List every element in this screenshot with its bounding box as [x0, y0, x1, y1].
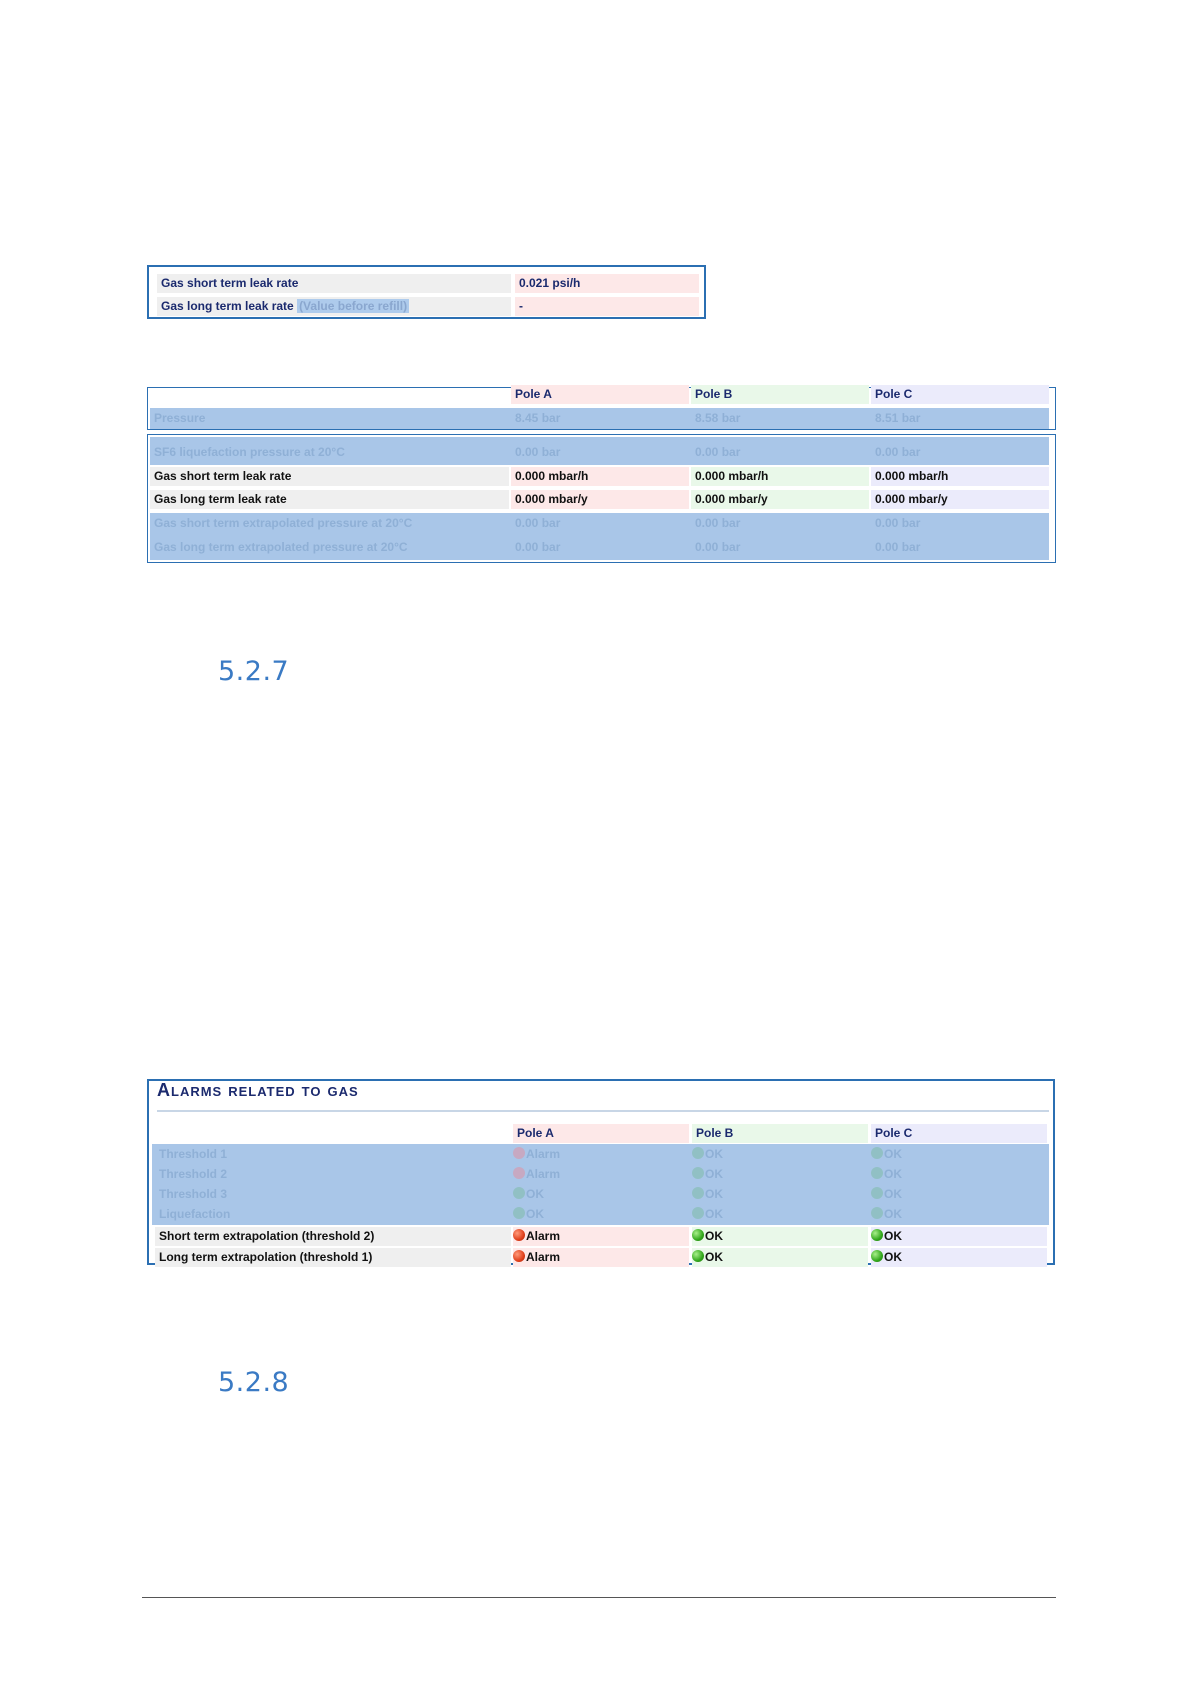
- status-dot-icon: [513, 1167, 525, 1179]
- cell-pole-a: 0.000 mbar/y: [511, 490, 689, 509]
- status-dot-icon: [692, 1207, 704, 1219]
- status-dot-icon: [513, 1207, 525, 1219]
- row-label: Long term extrapolation (threshold 1): [155, 1248, 511, 1267]
- cell-pole-a: 0.000 mbar/h: [511, 467, 689, 486]
- ok-dot-icon: [692, 1250, 704, 1262]
- value-before-refill-note: (Value before refill): [299, 299, 408, 313]
- cell-pole-c: 0.00 bar: [875, 516, 921, 530]
- status-dot-icon: [692, 1147, 704, 1159]
- cell-pole-a: 0.00 bar: [515, 540, 561, 554]
- cell-pole-c: OK: [871, 1165, 1047, 1184]
- cell-pole-c: OK: [871, 1248, 1047, 1267]
- section-number: 5.2.7: [218, 656, 290, 687]
- row-label: Liquefaction: [159, 1207, 231, 1221]
- cell-pole-c: 0.00 bar: [875, 445, 921, 459]
- cell-pole-b: 0.00 bar: [695, 516, 741, 530]
- cell-pole-c: 0.00 bar: [875, 540, 921, 554]
- cell-pole-c: OK: [871, 1227, 1047, 1246]
- cell-pole-a: Alarm: [513, 1248, 689, 1267]
- alarms-panel-title: Alarms related to gas: [157, 1080, 359, 1100]
- row-label: Gas long term leak rate: [150, 490, 509, 509]
- row-label: Gas short term extrapolated pressure at 20°C: [154, 516, 413, 530]
- row-label: Pressure: [154, 411, 206, 425]
- status-dot-icon: [513, 1187, 525, 1199]
- cell-pole-b: OK: [692, 1248, 868, 1267]
- cell-pole-b: 8.58 bar: [695, 411, 741, 425]
- cell-pole-c: OK: [871, 1145, 1047, 1164]
- row-value: -: [515, 297, 699, 316]
- cell-pole-b: OK: [692, 1165, 868, 1184]
- header-pole-b: Pole B: [691, 385, 869, 404]
- status-dot-icon: [871, 1147, 883, 1159]
- cell-pole-a: 8.45 bar: [515, 411, 561, 425]
- footer-divider: [142, 1597, 1056, 1598]
- row-label: Gas long term extrapolated pressure at 20°C: [154, 540, 408, 554]
- alarm-dot-icon: [513, 1250, 525, 1262]
- cell-pole-a: Alarm: [513, 1165, 689, 1184]
- status-dot-icon: [692, 1187, 704, 1199]
- ok-dot-icon: [871, 1229, 883, 1241]
- header-pole-c: Pole C: [871, 385, 1049, 404]
- header-pole-c: Pole C: [871, 1124, 1047, 1143]
- row-label: Threshold 1: [159, 1147, 228, 1161]
- row-label: Short term extrapolation (threshold 2): [155, 1227, 511, 1246]
- cell-pole-c: 8.51 bar: [875, 411, 921, 425]
- cell-pole-c: 0.000 mbar/h: [871, 467, 1049, 486]
- row-label: SF6 liquefaction pressure at 20°C: [154, 445, 345, 459]
- status-dot-icon: [871, 1187, 883, 1199]
- status-dot-icon: [692, 1167, 704, 1179]
- status-dot-icon: [513, 1147, 525, 1159]
- cell-pole-b: 0.00 bar: [695, 540, 741, 554]
- cell-pole-b: OK: [692, 1145, 868, 1164]
- title-divider: [157, 1110, 1049, 1112]
- header-pole-a: Pole A: [511, 385, 689, 404]
- status-dot-icon: [871, 1167, 883, 1179]
- cell-pole-a: 0.00 bar: [515, 445, 561, 459]
- row-label: Gas short term leak rate: [150, 467, 509, 486]
- cell-pole-b: 0.000 mbar/h: [691, 467, 869, 486]
- ok-dot-icon: [871, 1250, 883, 1262]
- cell-pole-b: 0.00 bar: [695, 445, 741, 459]
- header-pole-b: Pole B: [692, 1124, 868, 1143]
- alarm-dot-icon: [513, 1229, 525, 1241]
- cell-pole-a: Alarm: [513, 1145, 689, 1164]
- row-label: Threshold 3: [159, 1187, 228, 1201]
- cell-pole-b: 0.000 mbar/y: [691, 490, 869, 509]
- cell-pole-c: 0.000 mbar/y: [871, 490, 1049, 509]
- cell-pole-a: OK: [513, 1205, 689, 1224]
- cell-pole-a: OK: [513, 1185, 689, 1204]
- cell-pole-a: Alarm: [513, 1227, 689, 1246]
- row-label: Gas short term leak rate: [157, 274, 511, 293]
- cell-pole-c: OK: [871, 1205, 1047, 1224]
- header-pole-a: Pole A: [513, 1124, 689, 1143]
- row-value: 0.021 psi/h: [515, 274, 699, 293]
- cell-pole-c: OK: [871, 1185, 1047, 1204]
- cell-pole-b: OK: [692, 1205, 868, 1224]
- row-label: Threshold 2: [159, 1167, 228, 1181]
- cell-pole-a: 0.00 bar: [515, 516, 561, 530]
- status-dot-icon: [871, 1207, 883, 1219]
- ok-dot-icon: [692, 1229, 704, 1241]
- leak-rate-summary-table: [147, 265, 706, 319]
- cell-pole-b: OK: [692, 1185, 868, 1204]
- cell-pole-b: OK: [692, 1227, 868, 1246]
- section-number: 5.2.8: [218, 1367, 290, 1398]
- row-label: Gas long term leak rate (Value before refill): [157, 297, 511, 316]
